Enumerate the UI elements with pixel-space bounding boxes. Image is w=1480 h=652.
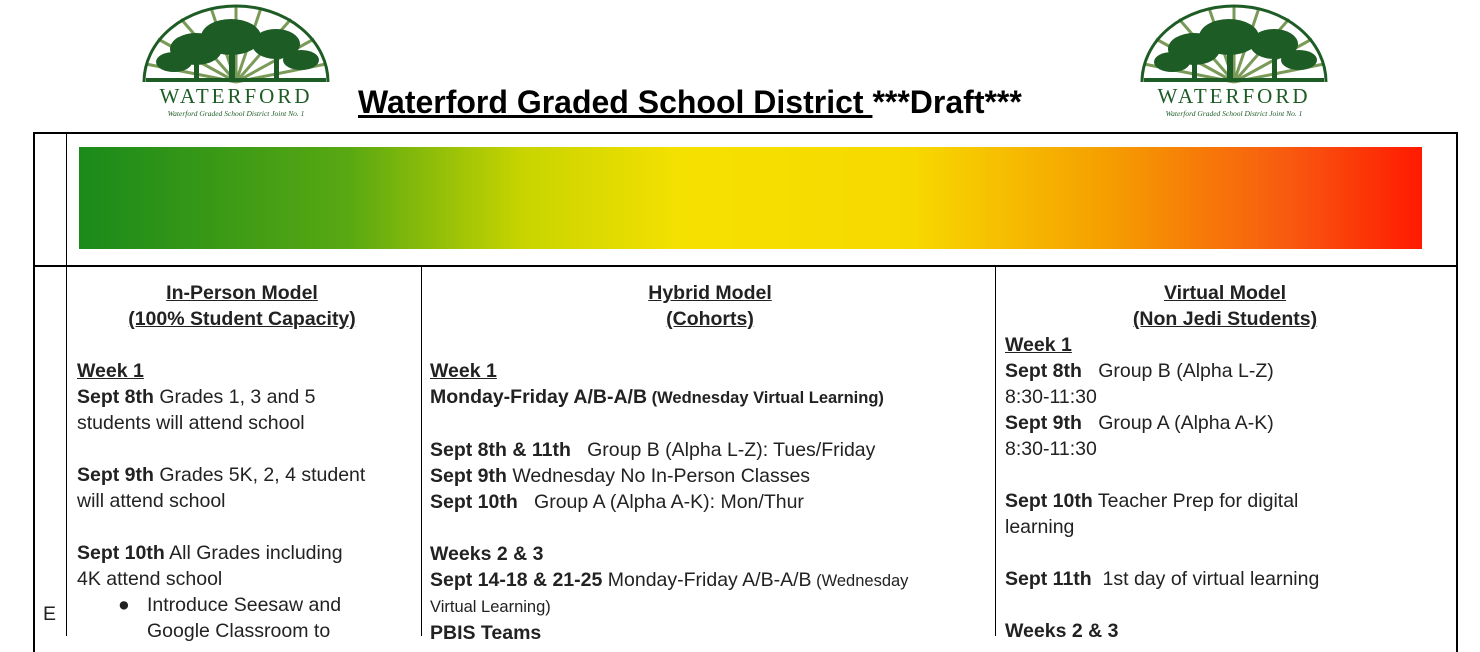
table-column-divider-virtual [995,266,996,636]
event-text: Grades 1, 3 and 5 [153,386,316,408]
district-logo-right [1134,4,1334,122]
event-text: Group B (Alpha L-Z): Tues/Friday [570,439,876,461]
date-label: Sept 9th [77,464,154,486]
virtual-title: Virtual Model [1163,282,1287,304]
date-label: Sept 10th [1005,490,1093,512]
date-label: Sept 14-18 & 21-25 [430,569,603,591]
in-person-sept9 [77,462,407,488]
page-title [358,84,1022,121]
date-label: Sept 9th [430,465,507,487]
event-text: Grades 5K, 2, 4 student [153,464,366,486]
district-logo-left [136,4,336,122]
virtual-sept11 [1005,566,1445,592]
date-label: Sept 8th [77,386,154,408]
bullet-text: Google Classroom to [147,620,331,642]
virtual-weeks: Weeks 2 & 3 [1005,620,1119,642]
tree-logo-icon [136,4,336,84]
virtual-column [1005,280,1445,644]
hybrid-pbis: PBIS Teams [430,622,542,644]
in-person-capacity: (100% Student Capacity) [128,308,356,330]
virtual-sept8 [1005,358,1445,384]
event-note: (Wednesday [811,572,909,590]
event-note: Virtual Learning) [430,598,551,616]
hybrid-column [430,280,990,646]
bullet-icon: ● [118,594,130,616]
hybrid-sept14 [430,567,990,594]
hybrid-subtitle: (Cohorts) [666,308,754,330]
in-person-title: In-Person Model [166,282,318,304]
table-column-divider-left [66,132,67,636]
event-text: Monday-Friday A/B-A/B [602,569,812,591]
event-text: will attend school [77,490,226,512]
logo-wordmark: WATERFORD [1157,84,1311,108]
event-text: Group A (Alpha A-K) [1081,412,1274,434]
risk-gradient-bar [79,147,1422,249]
event-time: 8:30-11:30 [1005,438,1097,460]
event-text: students will attend school [77,412,305,434]
in-person-sept8 [77,384,407,410]
date-label: Sept 10th [430,491,518,513]
title-district-name: Waterford Graded School District [358,84,873,120]
virtual-sept10 [1005,488,1445,514]
date-label: Sept 8th & 11th [430,439,571,461]
hybrid-sept9 [430,463,990,489]
logo-subtitle: Waterford Graded School District Joint No. 1 [1165,109,1303,118]
row-label-fragment: E [43,603,57,625]
date-label: Sept 8th [1005,360,1082,382]
hybrid-sept8 [430,437,990,463]
hybrid-title: Hybrid Model [648,282,772,304]
event-text: 4K attend school [77,568,223,590]
tree-logo-icon [1134,4,1334,84]
table-column-divider-hybrid [421,266,422,636]
logo-subtitle: Waterford Graded School District Joint No. 1 [167,109,305,118]
event-text: Group A (Alpha A-K): Mon/Thur [517,491,804,513]
hybrid-schedule [430,384,990,411]
event-text: Wednesday No In-Person Classes [506,465,811,487]
logo-wordmark: WATERFORD [159,84,313,108]
event-text: 1st day of virtual learning [1091,568,1320,590]
in-person-sept10 [77,540,407,566]
event-time: 8:30-11:30 [1005,386,1097,408]
event-text: All Grades including [164,542,343,564]
bullet-text: Introduce Seesaw and [147,594,342,616]
hybrid-sept10 [430,489,990,515]
event-text: learning [1005,516,1075,538]
table-row-divider [33,265,1458,267]
in-person-column [77,280,407,644]
list-item-continued [77,618,407,644]
date-label: Sept 11th [1005,568,1092,590]
schedule-note: (Wednesday Virtual Learning) [647,389,884,407]
hybrid-week1: Week 1 [430,360,497,382]
virtual-sept9 [1005,410,1445,436]
virtual-subtitle: (Non Jedi Students) [1132,308,1318,330]
title-draft-marker: ***Draft*** [872,84,1022,120]
virtual-week1: Week 1 [1005,334,1072,356]
event-text: Group B (Alpha L-Z) [1081,360,1274,382]
event-text: Teacher Prep for digital [1092,490,1299,512]
date-label: Sept 10th [77,542,165,564]
date-label: Sept 9th [1005,412,1082,434]
list-item [77,592,407,618]
schedule-label: Monday-Friday A/B-A/B [430,386,648,408]
hybrid-weeks23: Weeks 2 & 3 [430,543,544,565]
in-person-week1: Week 1 [77,360,144,382]
